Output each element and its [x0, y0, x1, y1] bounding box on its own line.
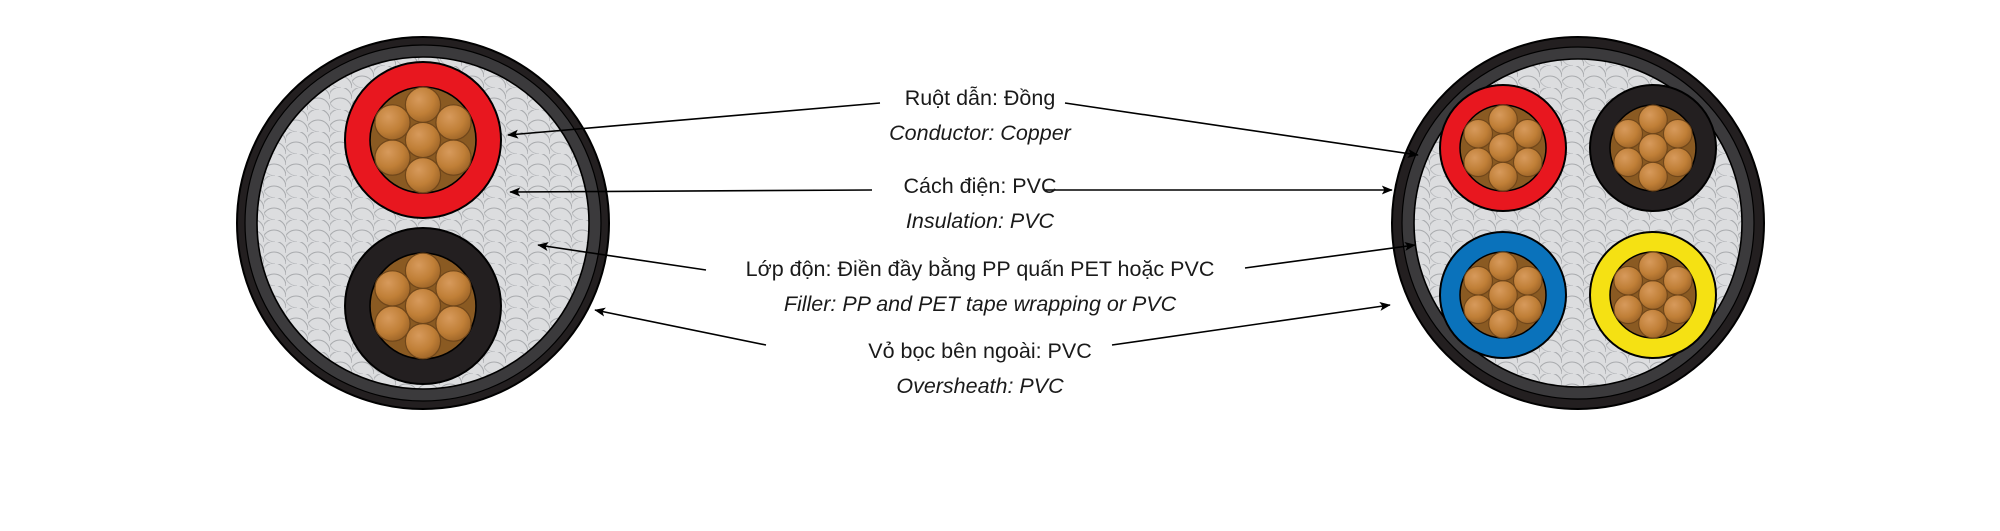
label-filler-en: Filler: PP and PET tape wrapping or PVC [783, 292, 1177, 316]
four-core-cable [1392, 37, 1764, 409]
label-oversheath-en: Oversheath: PVC [896, 374, 1064, 398]
label-oversheath [868, 339, 1092, 398]
label-filler-vi: Lớp độn: Điền đầy bằng PP quấn PET hoặc PVC [745, 257, 1215, 281]
two-core-cable [237, 37, 609, 409]
core-red [1440, 85, 1566, 211]
label-conductor-en: Conductor: Copper [889, 121, 1071, 145]
label-insulation-en: Insulation: PVC [905, 209, 1055, 233]
core-yellow [1590, 232, 1716, 358]
core-red [345, 62, 501, 218]
label-insulation-vi: Cách điện: PVC [903, 174, 1057, 198]
label-conductor [889, 85, 1071, 145]
core-blue [1440, 232, 1566, 358]
label-oversheath-vi: Vỏ bọc bên ngoài: PVC [868, 339, 1092, 363]
label-conductor-vi: Ruột dẫn: Đồng [904, 86, 1056, 110]
core-black [345, 228, 501, 384]
label-insulation [904, 174, 1057, 233]
label-filler [746, 256, 1215, 316]
core-black [1590, 85, 1716, 211]
